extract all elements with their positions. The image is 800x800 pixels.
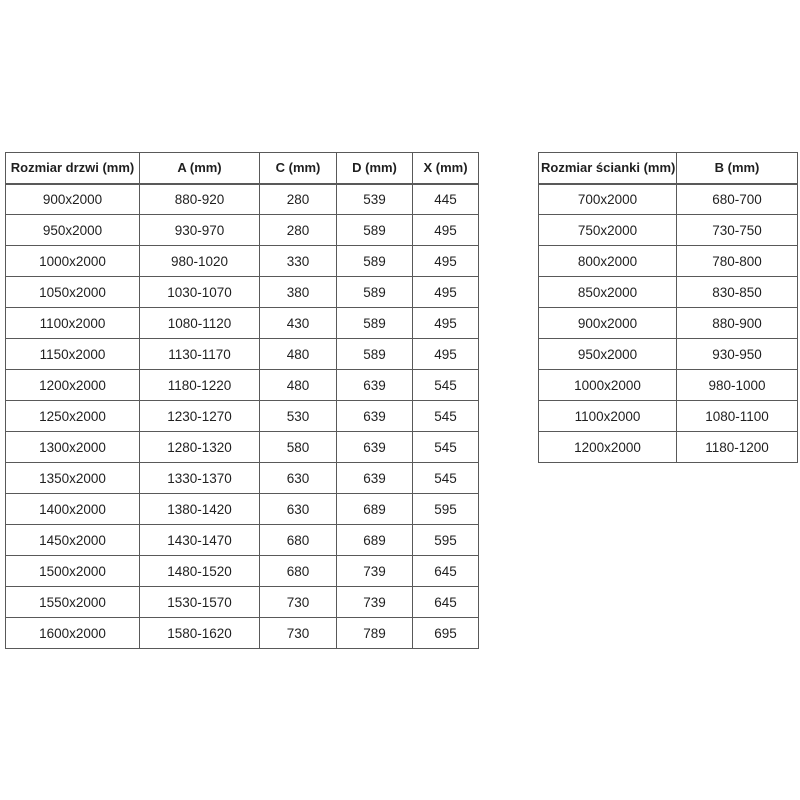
table-cell: 445 — [413, 184, 479, 215]
table-cell: 280 — [260, 215, 337, 246]
table-cell: 1580-1620 — [140, 618, 260, 649]
table-cell: 1330-1370 — [140, 463, 260, 494]
table-cell: 1380-1420 — [140, 494, 260, 525]
table-cell: 930-970 — [140, 215, 260, 246]
wall-panel-size-table — [538, 152, 798, 463]
header-row — [6, 153, 479, 184]
table-cell: 739 — [337, 587, 413, 618]
table-cell: 639 — [337, 432, 413, 463]
table-cell: 280 — [260, 184, 337, 215]
table-cell: 680 — [260, 525, 337, 556]
table-cell: 1230-1270 — [140, 401, 260, 432]
table-row — [6, 370, 479, 401]
table-cell: 800x2000 — [539, 246, 677, 277]
table-cell: 1280-1320 — [140, 432, 260, 463]
table-cell: 589 — [337, 215, 413, 246]
table-row — [539, 246, 798, 277]
table-cell: 980-1000 — [677, 370, 798, 401]
table-cell: 1200x2000 — [539, 432, 677, 463]
table-cell: 1500x2000 — [6, 556, 140, 587]
table-row — [6, 339, 479, 370]
table-cell: 780-800 — [677, 246, 798, 277]
table-cell: 330 — [260, 246, 337, 277]
table-cell: 589 — [337, 277, 413, 308]
table-cell: 1450x2000 — [6, 525, 140, 556]
table-row — [539, 184, 798, 215]
table-cell: 639 — [337, 401, 413, 432]
table-cell: 545 — [413, 463, 479, 494]
table-cell: 1100x2000 — [6, 308, 140, 339]
table-cell: 689 — [337, 525, 413, 556]
table-cell: 850x2000 — [539, 277, 677, 308]
table-cell: 480 — [260, 370, 337, 401]
table-cell: 1150x2000 — [6, 339, 140, 370]
table-row — [6, 494, 479, 525]
table-row — [6, 401, 479, 432]
table-cell: 900x2000 — [6, 184, 140, 215]
table-cell: 639 — [337, 370, 413, 401]
table-cell: 830-850 — [677, 277, 798, 308]
table-cell: 689 — [337, 494, 413, 525]
table-row — [539, 370, 798, 401]
table-row — [539, 277, 798, 308]
table-cell: 530 — [260, 401, 337, 432]
table-cell: 1100x2000 — [539, 401, 677, 432]
table-cell: 1180-1220 — [140, 370, 260, 401]
table-row — [539, 339, 798, 370]
table-cell: 430 — [260, 308, 337, 339]
door-size-table — [5, 152, 479, 649]
column-header: Rozmiar ścianki (mm) — [539, 153, 677, 184]
column-header: B (mm) — [677, 153, 798, 184]
table-cell: 1430-1470 — [140, 525, 260, 556]
table-row — [6, 277, 479, 308]
table-row — [6, 525, 479, 556]
table-row — [6, 246, 479, 277]
table-cell: 1480-1520 — [140, 556, 260, 587]
table-cell: 680-700 — [677, 184, 798, 215]
table-row — [6, 556, 479, 587]
table-cell: 580 — [260, 432, 337, 463]
table-cell: 880-920 — [140, 184, 260, 215]
table-cell: 880-900 — [677, 308, 798, 339]
table-cell: 645 — [413, 556, 479, 587]
table-cell: 495 — [413, 339, 479, 370]
table-row — [539, 308, 798, 339]
table-cell: 1080-1100 — [677, 401, 798, 432]
table-row — [6, 308, 479, 339]
column-header: Rozmiar drzwi (mm) — [6, 153, 140, 184]
table-cell: 730 — [260, 587, 337, 618]
table-cell: 1600x2000 — [6, 618, 140, 649]
table-cell: 1080-1120 — [140, 308, 260, 339]
table-cell: 1130-1170 — [140, 339, 260, 370]
table-cell: 589 — [337, 339, 413, 370]
table-cell: 700x2000 — [539, 184, 677, 215]
table-cell: 750x2000 — [539, 215, 677, 246]
table-cell: 695 — [413, 618, 479, 649]
table-cell: 680 — [260, 556, 337, 587]
table-cell: 595 — [413, 525, 479, 556]
column-header: D (mm) — [337, 153, 413, 184]
header-row — [539, 153, 798, 184]
table-row — [539, 432, 798, 463]
table-cell: 1550x2000 — [6, 587, 140, 618]
table-cell: 730-750 — [677, 215, 798, 246]
table-cell: 545 — [413, 401, 479, 432]
table-cell: 595 — [413, 494, 479, 525]
table-row — [6, 618, 479, 649]
table-cell: 630 — [260, 463, 337, 494]
table-cell: 1350x2000 — [6, 463, 140, 494]
table-cell: 545 — [413, 432, 479, 463]
table-cell: 480 — [260, 339, 337, 370]
table-row — [6, 432, 479, 463]
table-row — [539, 215, 798, 246]
table-cell: 495 — [413, 246, 479, 277]
table-cell: 1400x2000 — [6, 494, 140, 525]
table-cell: 1030-1070 — [140, 277, 260, 308]
table-cell: 1300x2000 — [6, 432, 140, 463]
column-header: A (mm) — [140, 153, 260, 184]
table-cell: 589 — [337, 308, 413, 339]
table-cell: 495 — [413, 277, 479, 308]
column-header: C (mm) — [260, 153, 337, 184]
column-header: X (mm) — [413, 153, 479, 184]
table-cell: 645 — [413, 587, 479, 618]
table-cell: 950x2000 — [539, 339, 677, 370]
table-cell: 1000x2000 — [539, 370, 677, 401]
table-cell: 495 — [413, 308, 479, 339]
table-cell: 1050x2000 — [6, 277, 140, 308]
table-cell: 1200x2000 — [6, 370, 140, 401]
table-cell: 380 — [260, 277, 337, 308]
table-cell: 639 — [337, 463, 413, 494]
table-cell: 900x2000 — [539, 308, 677, 339]
table-cell: 980-1020 — [140, 246, 260, 277]
table-cell: 539 — [337, 184, 413, 215]
table-row — [6, 587, 479, 618]
table-row — [6, 184, 479, 215]
table-cell: 950x2000 — [6, 215, 140, 246]
table-cell: 545 — [413, 370, 479, 401]
table-cell: 730 — [260, 618, 337, 649]
table-row — [6, 215, 479, 246]
table-cell: 495 — [413, 215, 479, 246]
table-row — [6, 463, 479, 494]
table-cell: 1250x2000 — [6, 401, 140, 432]
table-row — [539, 401, 798, 432]
table-cell: 789 — [337, 618, 413, 649]
table-cell: 589 — [337, 246, 413, 277]
table-cell: 1000x2000 — [6, 246, 140, 277]
table-cell: 1180-1200 — [677, 432, 798, 463]
table-cell: 739 — [337, 556, 413, 587]
table-cell: 930-950 — [677, 339, 798, 370]
table-cell: 1530-1570 — [140, 587, 260, 618]
table-cell: 630 — [260, 494, 337, 525]
